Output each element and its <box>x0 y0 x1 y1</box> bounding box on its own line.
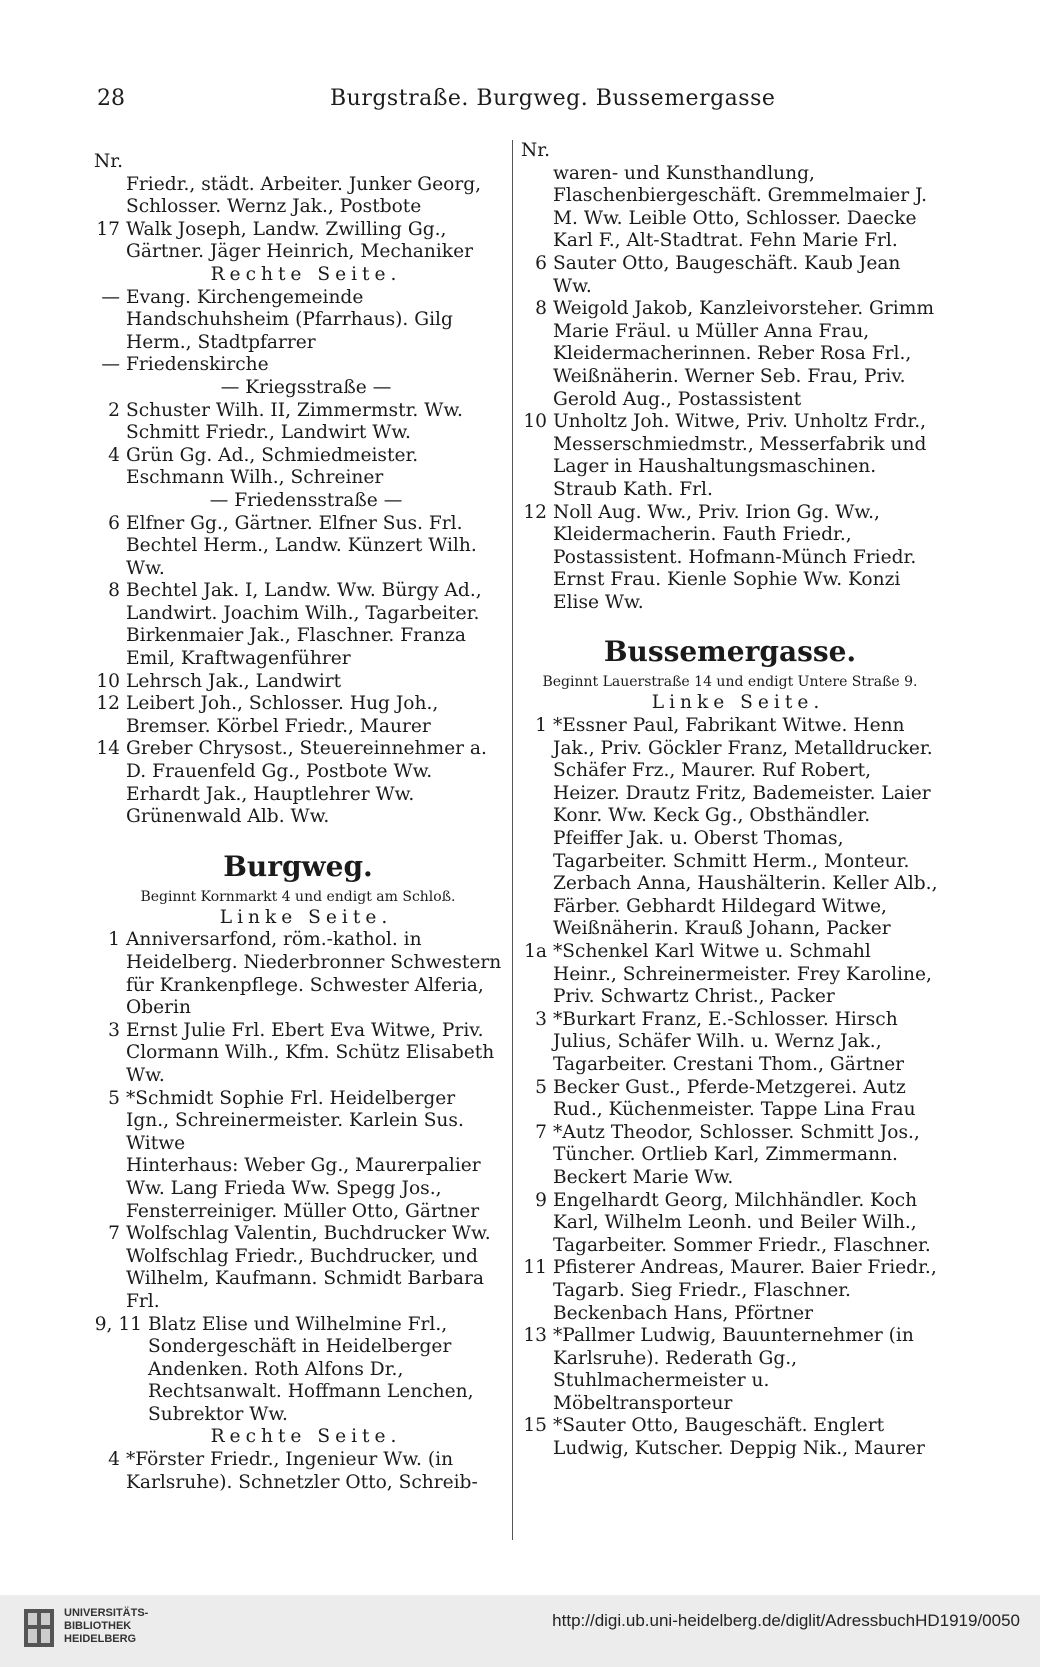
library-name <box>64 1607 148 1646</box>
column-heading-nr: Nr. <box>521 140 551 161</box>
street-description: Beginnt Kornmarkt 4 und endigt am Schloß. <box>140 888 456 905</box>
entry-text: Greber Chrysost., Steuereinnehmer a. D. Frauenfeld Gg., Postbote Ww. Erhardt Jak., Hauptlehrer Ww. Grünenwald Alb. Ww. <box>126 738 487 828</box>
entry-text: Friedenskirche <box>126 354 269 376</box>
directory-entry <box>94 1449 502 1494</box>
section-label: Rechte Seite. <box>210 263 402 285</box>
entry-text: *Sauter Otto, Baugeschäft. Englert Ludwig, Kutscher. Deppig Nik., Maurer <box>553 1415 925 1460</box>
house-number: 10 <box>96 670 120 692</box>
house-number: — <box>101 354 120 376</box>
directory-entry <box>521 941 939 1009</box>
house-number: 3 <box>535 1008 547 1030</box>
entry-text: Anniversarfond, röm.-kathol. in Heidelberg. Niederbronner Schwestern für Krankenpflege. Schwester Alferia, Oberin <box>126 929 502 1019</box>
left-column <box>94 151 502 1494</box>
house-number: 6 <box>108 512 120 534</box>
library-line: BIBLIOTHEK <box>64 1620 132 1632</box>
entry-text: Pfisterer Andreas, Maurer. Baier Friedr., Tagarb. Sieg Friedr., Flaschner. Beckenbach Hans, Pförtner <box>553 1257 937 1324</box>
entry-text: Wolfschlag Valentin, Buchdrucker Ww. Wolfschlag Friedr., Buchdrucker, und Wilhelm, Kaufmann. Schmidt Barbara Frl. <box>126 1223 491 1312</box>
permalink-url[interactable]: http://digi.ub.uni-heidelberg.de/diglit/AdressbuchHD1919/0050 <box>552 1611 1020 1630</box>
directory-entry <box>94 400 502 445</box>
house-number: 17 <box>96 218 120 240</box>
directory-entry <box>94 287 502 355</box>
house-number: 13 <box>523 1325 547 1347</box>
continuation-text: waren- und Kunsthandlung, Flaschenbiergeschäft. Gremmelmaier J. M. Ww. Leible Otto, Schlosser. Daecke Karl F., Alt-Stadtrat. Fehn Marie Frl. <box>553 162 928 252</box>
house-number: 8 <box>535 298 547 320</box>
house-number: 7 <box>108 1223 120 1245</box>
section-label: — Kriegsstraße — <box>220 376 392 398</box>
entry-text: *Förster Friedr., Ingenieur Ww. (in Karlsruhe). Schnetzler Otto, Schreib- <box>126 1449 478 1493</box>
directory-entry <box>521 715 939 941</box>
directory-entry <box>521 502 939 615</box>
house-number: — <box>101 286 120 308</box>
entry-text: Evang. Kirchengemeinde Handschuhsheim (Pfarrhaus). Gilg Herm., Stadtpfarrer <box>126 286 453 353</box>
entry-text: Grün Gg. Ad., Schmiedmeister. Eschmann Wilh., Schreiner <box>126 444 419 489</box>
section-label: Linke Seite. <box>219 906 393 928</box>
house-number: 9, 11 <box>94 1313 142 1335</box>
continuation-text: Hinterhaus: Weber Gg., Maurerpalier Ww. Lang Frieda Ww. Spegg Jos., Fensterreiniger. Müller Otto, Gärtner <box>126 1155 481 1222</box>
entry-text: Weigold Jakob, Kanzleivorsteher. Grimm Marie Fräul. u Müller Anna Frau, Kleidermacherinnen. Reber Rosa Frl., Weißnäherin. Werner Seb. Frau, Priv. Gerold Aug., Postassistent <box>553 298 934 410</box>
directory-entry <box>94 1223 502 1313</box>
library-line: UNIVERSITÄTS- <box>64 1607 149 1619</box>
house-number: 15 <box>523 1415 547 1437</box>
running-title: Burgstraße. Burgweg. Bussemergasse <box>330 86 776 111</box>
house-number: 2 <box>108 399 120 421</box>
library-logo-icon <box>22 1607 56 1649</box>
column-heading-nr: Nr. <box>94 151 124 172</box>
directory-entry <box>94 738 502 828</box>
house-number: 1 <box>535 715 547 737</box>
house-number: 1a <box>524 941 547 962</box>
directory-entry <box>94 1020 502 1088</box>
entry-text: *Essner Paul, Fabrikant Witwe. Henn Jak., Priv. Göckler Franz, Metalldrucker. Schäfer Frz., Maurer. Ruf Robert, Heizer. Drautz Fritz, Bademeister. Laier Konr. Ww. Keck Gg., Obsthändler. Pfeiffer Jak. u. Oberst Thomas, Tagarbeiter. Schmitt Herm., Monteur. Zerbach Anna, Haushälterin. Keller Alb., Färber. Gebhardt Hildegard Witwe, Weißnäherin. Krauß Johann, Packer <box>553 715 938 940</box>
directory-entry <box>521 1122 939 1190</box>
directory-entry <box>521 1257 939 1325</box>
right-column <box>521 140 939 1461</box>
directory-entry <box>521 298 939 411</box>
entry-text: *Schmidt Sophie Frl. Heidelberger Ign., Schreinermeister. Karlein Sus. Witwe <box>126 1087 464 1154</box>
section-label: — Friedensstraße — <box>209 489 403 511</box>
entry-text: *Schenkel Karl Witwe u. Schmahl Heinr., Schreinermeister. Frey Karoline, Priv. Schwartz Christ., Packer <box>553 941 932 1008</box>
continuation-text: Friedr., städt. Arbeiter. Junker Georg, Schlosser. Wernz Jak., Postbote <box>126 173 482 218</box>
page-header <box>0 86 1040 116</box>
entry-text: Bechtel Jak. I, Landw. Ww. Bürgy Ad., Landwirt. Joachim Wilh., Tagarbeiter. Birkenmaier Jak., Flaschner. Franza Emil, Kraftwagenführer <box>126 580 482 670</box>
entry-text: Blatz Elise und Wilhelmine Frl., Sondergeschäft in Heidelberger Andenken. Roth Alfons Dr., Rechtsanwalt. Hoffmann Lenchen, Subrektor Ww. <box>148 1313 474 1425</box>
library-line: HEIDELBERG <box>64 1633 137 1645</box>
entry-text: *Burkart Franz, E.-Schlosser. Hirsch Julius, Schäfer Wilh. u. Wernz Jak., Tagarbeiter. Crestani Thom., Gärtner <box>553 1008 905 1075</box>
house-number: 12 <box>96 693 120 715</box>
entry-text: Engelhardt Georg, Milchhändler. Koch Karl, Wilhelm Leonh. und Beiler Wilh., Tagarbeiter. Sommer Friedr., Flaschner. <box>553 1189 931 1256</box>
directory-entry <box>94 219 502 264</box>
house-number: 4 <box>108 1449 120 1471</box>
house-number: 6 <box>535 252 547 274</box>
directory-entry <box>521 1415 939 1460</box>
directory-entry <box>521 253 939 298</box>
house-number: 9 <box>535 1189 547 1211</box>
entry-text: Sauter Otto, Baugeschäft. Kaub Jean Ww. <box>553 252 901 297</box>
directory-entry <box>94 671 502 694</box>
entry-text: Noll Aug. Ww., Priv. Irion Gg. Ww., Kleidermacherin. Fauth Friedr., Postassistent. Hofmann-Münch Friedr. Ernst Frau. Kienle Sophie Ww. Konzi Elise Ww. <box>553 501 917 613</box>
house-number: 10 <box>523 411 547 433</box>
directory-entry <box>521 1009 939 1077</box>
entry-text: *Pallmer Ludwig, Bauunternehmer (in Karlsruhe). Rederath Gg., Stuhlmachermeister u. Möbeltransporteur <box>553 1325 914 1414</box>
directory-entry <box>521 1325 939 1415</box>
entry-text: *Autz Theodor, Schlosser. Schmitt Jos., Tüncher. Ortlieb Karl, Zimmermann. Beckert Marie Ww. <box>553 1121 920 1188</box>
directory-entry <box>94 1314 502 1427</box>
directory-entry <box>94 580 502 670</box>
house-number: 1 <box>108 929 120 951</box>
street-title: Bussemergasse. <box>603 635 857 669</box>
entry-text: Elfner Gg., Gärtner. Elfner Sus. Frl. Bechtel Herm., Landw. Künzert Wilh. Ww. <box>126 512 477 579</box>
entry-text: Unholtz Joh. Witwe, Priv. Unholtz Frdr., Messerschmiedmstr., Messerfabrik und Lager in Haushaltungsmaschinen. Straub Kath. Frl. <box>553 411 927 500</box>
directory-entry <box>94 513 502 581</box>
directory-entry <box>94 693 502 738</box>
house-number: 8 <box>108 580 120 602</box>
house-number: 7 <box>535 1121 547 1143</box>
entry-text: Leibert Joh., Schlosser. Hug Joh., Bremser. Körbel Friedr., Maurer <box>126 693 439 737</box>
section-label: Linke Seite. <box>651 692 825 714</box>
entry-text: Ernst Julie Frl. Ebert Eva Witwe, Priv. Clormann Wilh., Kfm. Schütz Elisabeth Ww. <box>126 1019 495 1086</box>
street-description: Beginnt Lauerstraße 14 und endigt Untere Straße 9. <box>542 674 918 691</box>
page-number: 28 <box>97 86 125 111</box>
directory-entry <box>94 929 502 1019</box>
directory-entry <box>521 1190 939 1258</box>
entry-text: Schuster Wilh. II, Zimmermstr. Ww. Schmitt Friedr., Landwirt Ww. <box>126 399 463 444</box>
house-number: 11 <box>523 1257 547 1279</box>
house-number: 4 <box>108 444 120 466</box>
house-number: 5 <box>535 1076 547 1098</box>
entry-text: Lehrsch Jak., Landwirt <box>126 670 342 692</box>
directory-entry <box>94 1088 502 1156</box>
column-divider <box>512 140 513 1540</box>
directory-entry <box>94 445 502 490</box>
house-number: 5 <box>108 1087 120 1109</box>
entry-text: Becker Gust., Pferde-Metzgerei. Autz Rud., Küchenmeister. Tappe Lina Frau <box>553 1076 916 1121</box>
footer-bar <box>0 1595 1040 1667</box>
entry-text: Walk Joseph, Landw. Zwilling Gg., Gärtner. Jäger Heinrich, Mechaniker <box>126 218 473 263</box>
directory-entry <box>521 1077 939 1122</box>
directory-entry <box>521 411 939 501</box>
street-title: Burgweg. <box>223 849 373 883</box>
section-label: Rechte Seite. <box>210 1426 402 1448</box>
directory-entry <box>94 354 502 377</box>
house-number: 3 <box>108 1019 120 1041</box>
house-number: 12 <box>523 501 547 523</box>
house-number: 14 <box>96 738 120 760</box>
